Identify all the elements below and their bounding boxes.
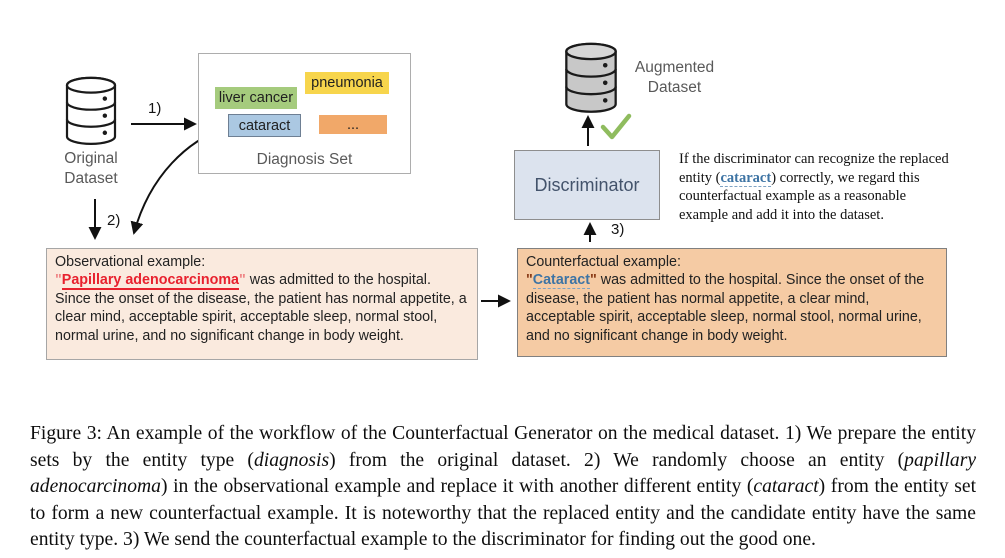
figure-caption: Figure 3: An example of the workflow of the Counterfactual Generator on the medical dataset. 1) We prepare the entity sets by the entity type (diagnosis) from the original dataset. 2) We randomly choose an entity (papillary adenocarcinoma) in the observational example and replace it with another different entity (cataract) from the entity set to form a new counterfactual example. It is noteworthy that the replaced entity and the candidate entity have the same entity type. 3) We send the counterfactual example to the discriminator for finding out the good one. <box>30 423 977 551</box>
observational-example-title: Observational example: <box>55 254 206 270</box>
entity-chip-liver-cancer: liver cancer <box>215 87 297 109</box>
augmented-dataset-label: Augmented Dataset <box>634 59 715 96</box>
discriminator-box <box>514 150 660 220</box>
original-dataset-database-icon <box>63 76 119 148</box>
counterfactual-example-title: Counterfactual example: <box>526 254 681 270</box>
observational-example-box <box>46 248 478 360</box>
diagnosis-set-title: Diagnosis Set <box>256 151 353 168</box>
augmented-dataset-database-icon <box>562 42 620 116</box>
counterfactual-example-text: "Cataract" was admitted to the hospital. Since the onset of the disease, the patient has normal appetite, a clear mind, acceptable spirit, acceptable sleep, normal stool, normal urine, and no significant change in body weight. <box>526 272 925 344</box>
discriminator-label: Discriminator <box>534 174 640 195</box>
observational-example-text: "Papillary adenocarcinoma" was admitted to the hospital. Since the onset of the disease, the patient has normal appetite, a clear mind, acceptable spirit, acceptable sleep, normal stool, normal urine, and no significant change in body weight. <box>55 272 467 344</box>
entity-chip-pneumonia: pneumonia <box>305 72 389 94</box>
step-2-label: 2) <box>107 212 121 229</box>
original-dataset-label: Original Dataset <box>64 150 118 187</box>
diagnosis-set-box <box>198 53 411 174</box>
discriminator-note: If the discriminator can recognize the replaced entity (cataract) correctly, we regard this counterfactual example as a reasonable example and add it into the dataset. <box>679 151 949 223</box>
checkmark-icon <box>600 112 632 146</box>
step-1-label: 1) <box>148 100 162 117</box>
step-3-label: 3) <box>611 221 625 238</box>
entity-chip-cataract: cataract <box>228 114 301 137</box>
counterfactual-example-box <box>517 248 947 357</box>
entity-chip-more: ... <box>319 115 387 134</box>
